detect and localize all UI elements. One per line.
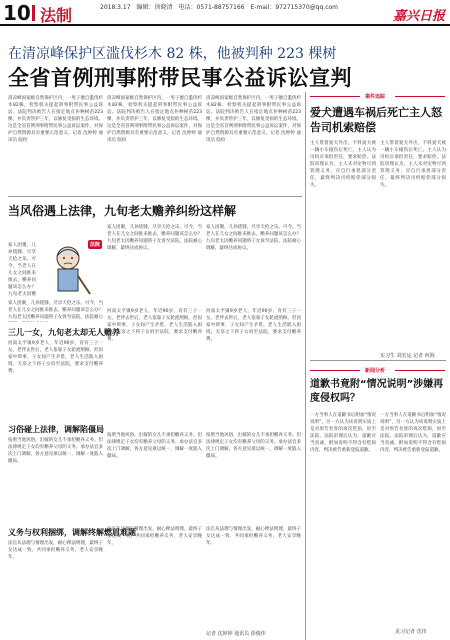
page-meta: 2018.3.17 编辑：徐晓清 电话：0571-88757166 E-mail：972715370@qq.com — [100, 4, 339, 11]
page-number: 10 — [3, 1, 31, 25]
story3-kicker: 案件追踪 — [365, 94, 386, 100]
story2-body2-col2: 按照当地风俗，出嫁的女儿不承担赡养义务。但法律规定子女均有赡养父母的义务。承办法官多次上门调解，各方意见难以统一，调解一度陷入僵局。 — [107, 433, 202, 459]
lead-kicker: 在清凉峰保护区滥伐杉木 82 株，他被判种 223 棵树 — [8, 46, 337, 62]
story2-body3-col2: 法官从法理与情理出发，耐心释法明理，最终子女达成一致，共同承担赡养义务，老人安享晚年。 — [107, 527, 202, 546]
story2-intro-bottom: 家人团聚，儿孙绕膝，尽享天伦之乐。可今，当老人在儿女之间推来推去，赡养问题该怎么办？九旬老太因赡养问题将子女诉至法院，法院耐心 — [8, 301, 103, 320]
story2-intro-col2: 家人团聚，儿孙绕膝，尽享天伦之乐。可今，当老人在儿女之间推来推去，赡养问题该怎么办？九旬老太因赡养问题将子女诉至法院，法院耐心调解，最终达成协议。 — [107, 225, 202, 251]
kicker-rule-left-2 — [310, 370, 360, 371]
lead-body-col1: 清凉峰国家级自然保护区内，一男子擅自滥伐杉木82株，检察机关提起刑事附带民事公益诉讼。法院判决被告人在指定地点补种树苗223棵，并负责管护三年，以修复受损的生态环境。这是全省首例刑事附带民事公益诉讼案件，对保护自然资源具有重要示范意义。记者 沈婷婷 通讯员 临检 — [8, 96, 103, 143]
story2-body1-col2: 河南太平镇9岁老人，年近90岁，育有三子一女。老伴去世后，老人依靠子女轮流照顾。但因家中琐事，子女间产生矛盾，老人生活陷入困境，无奈之下将子女诉至法院，要求支付赡养费。 — [107, 309, 202, 342]
story-divider-right — [310, 360, 446, 361]
story2-headline: 当风俗遇上法律，九旬老太赡养纠纷这样解 — [8, 204, 237, 218]
story4-byline: 见习记者 沈伟 — [395, 629, 427, 635]
story2-intro-left: 家人团聚，儿孙绕膝，尽享天伦之乐。可今，当老人在儿女之间推来推去，赡养问题该怎么办？九旬老太因赡 — [8, 243, 36, 296]
story2-body2-col1: 按照当地风俗，出嫁的女儿不承担赡养义务。但法律规定子女均有赡养父母的义务。承办法官多次上门调解，各方意见难以统一，调解一度陷入僵局。 — [8, 438, 103, 464]
story2-body3-col3: 法官从法理与情理出发，耐心释法明理，最终子女达成一致，共同承担赡养义务，老人安享晚年。 — [206, 527, 301, 546]
story4-body-col1: 一方当事人在道歉书后附加“情况说明”，另一方认为该说明实质上是对原告名誉的再次贬损，诉至法院。法院审理后认为，道歉应当真诚，附加说明不得含有贬损内容，判决被告重新登报道歉。 — [310, 413, 376, 453]
lead-headline: 全省首例刑事附带民事公益诉讼宣判 — [8, 66, 352, 90]
story2-body1-col1: 河南太平镇9岁老人，年近90岁，育有三子一女。老伴去世后，老人依靠子女轮流照顾。但因家中琐事，子女间产生矛盾，老人生活陷入困境，无奈之下将子女诉至法院，要求支付赡养费。 — [8, 341, 103, 374]
story3-body-col1: 主人带着爱犬外出，不料爱犬被一辆小车撞伤后死亡。主人认为司机应承担责任，要求赔偿。法院审理认为，主人未对宠物尽到管理义务，应自行承担部分责任，最终判决司机赔偿部分损失。 — [310, 141, 376, 188]
kicker-rule-right — [395, 96, 445, 97]
section-divider — [32, 5, 35, 21]
story4-body-col2: 一方当事人在道歉书后附加“情况说明”，另一方认为该说明实质上是对原告名誉的再次贬损，诉至法院。法院审理后认为，道歉应当真诚，附加说明不得含有贬损内容，判决被告重新登报道歉。 — [380, 413, 446, 453]
story2-subhead-3: 义务与权利捆绑，调解终解燃眉难题 — [8, 528, 136, 537]
story4-kicker: 新闻分析 — [365, 368, 386, 374]
story3-byline: 实习生 刘宏运 记者 何海 — [380, 353, 435, 359]
story2-intro-col3: 家人团聚，儿孙绕膝，尽享天伦之乐。可今，当老人在儿女之间推来推去，赡养问题该怎么办？九旬老太因赡养问题将子女诉至法院，法院耐心调解，最终达成协议。 — [206, 225, 301, 251]
kicker-rule-right-2 — [395, 370, 445, 371]
column-divider — [305, 92, 306, 640]
story4-headline: 道歉书竟附“情况说明”涉嫌再度侵权吗？ — [310, 379, 444, 404]
story-divider — [8, 196, 302, 197]
kicker-rule-left — [310, 96, 360, 97]
newspaper-name: 嘉兴日报 — [392, 9, 445, 24]
story2-subhead-2: 习俗碰上法律，调解陷僵局 — [8, 425, 104, 434]
story2-body1-col3: 河南太平镇9岁老人，年近90岁，育有三子一女。老伴去世后，老人依靠子女轮流照顾。但因家中琐事，子女间产生矛盾，老人生活陷入困境，无奈之下将子女诉至法院，要求支付赡养费。 — [206, 309, 301, 342]
section-title: 法制 — [40, 6, 73, 25]
story3-headline: 爱犬遭遇车祸后死亡主人怒告司机索赔偿 — [310, 106, 442, 134]
story2-body3-col1: 法官从法理与情理出发，耐心释法明理，最终子女达成一致，共同承担赡养义务，老人安享晚年。 — [8, 541, 103, 560]
story2-subhead-1: 三儿一女，九旬老太却无人赡养 — [8, 328, 120, 337]
cartoon-stamp: 法院 — [90, 242, 101, 248]
lead-body-col3: 清凉峰国家级自然保护区内，一男子擅自滥伐杉木82株，检察机关提起刑事附带民事公益诉讼。法院判决被告人在指定地点补种树苗223棵，并负责管护三年，以修复受损的生态环境。这是全省首例刑事附带民事公益诉讼案件，对保护自然资源具有重要示范意义。记者 沈婷婷 通讯员 临检 — [206, 96, 301, 143]
story2-byline: 记者 沈婷婷 通讯员 徐俊伟 — [206, 631, 266, 637]
story3-body-col2: 主人带着爱犬外出，不料爱犬被一辆小车撞伤后死亡。主人认为司机应承担责任，要求赔偿。法院审理认为，主人未对宠物尽到管理义务，应自行承担部分责任，最终判决司机赔偿部分损失。 — [380, 141, 446, 188]
story2-body2-col3: 按照当地风俗，出嫁的女儿不承担赡养义务。但法律规定子女均有赡养父母的义务。承办法官多次上门调解，各方意见难以统一，调解一度陷入僵局。 — [206, 433, 301, 459]
lead-body-col2: 清凉峰国家级自然保护区内，一男子擅自滥伐杉木82株，检察机关提起刑事附带民事公益诉讼。法院判决被告人在指定地点补种树苗223棵，并负责管护三年，以修复受损的生态环境。这是全省首例刑事附带民事公益诉讼案件，对保护自然资源具有重要示范意义。记者 沈婷婷 通讯员 临检 — [107, 96, 202, 143]
